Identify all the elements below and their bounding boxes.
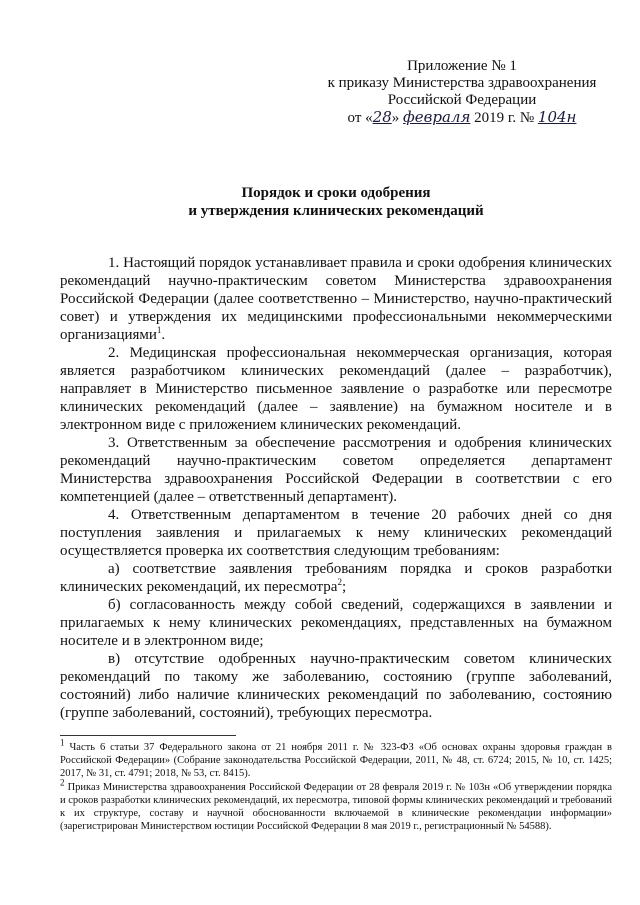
footnote-divider	[60, 735, 236, 736]
appendix-number: Приложение № 1	[407, 58, 517, 74]
appendix-order-ref: к приказу Министерства здравоохранения	[327, 75, 597, 91]
appendix-country: Российской Федерации	[387, 92, 537, 108]
footnote-2: $^2$ Приказ Министерства здравоохранения Российской Федерации от 28 февраля 2019 г. № 103н «Об утверждении порядка и сроков разработки клинических рекомендаций, их пересмотра, типовой формы клинических рекомендаций и требований к их структуре, составу и научной обоснованности включаемой в клинические рекомендации информации» (зарегистрирован Министерством юстиции Российской Федерации 8 мая 2019 г., регистрационный № 54588).	[60, 777, 612, 832]
title-line-1: Порядок и сроки одобрения	[241, 185, 431, 201]
appendix-date-line: от «28» февраля 2019 г. № 104н	[347, 108, 577, 126]
footnote-ref-2: 2	[337, 577, 342, 587]
paragraph-4b: б) согласованность между собой сведений, содержащихся в заявлении и прилагаемых к нему клинических рекомендациях, представленных на бумажном носителе и в электронном виде;	[60, 597, 612, 649]
handwritten-day: 28	[372, 108, 392, 126]
appendix-header	[312, 58, 612, 127]
paragraph-4: 4. Ответственным департаментом в течение 20 рабочих дней со дня поступления заявления и прилагаемых к нему клинических рекомендаций осуществляется проверка их соответствия следующим требованиям:	[60, 507, 612, 559]
footnotes	[60, 737, 612, 834]
footnote-ref-1: 1	[156, 325, 162, 335]
handwritten-order-number: 104н	[537, 108, 577, 126]
footnote-1: $^1$ Часть 6 статьи 37 Федерального закона от 21 ноября 2011 г. № 323-ФЗ «Об основах охраны здоровья граждан в Российской Федерации» (Собрание законодательства Российской Федерации, 2011, № 48, ст. 6724; 2015, № 10, ст. 1425; 2017, № 31, ст. 4791; 2018, № 53, ст. 8415).	[60, 737, 612, 779]
title-line-2: и утверждения клинических рекомендаций	[188, 203, 484, 219]
paragraph-1: 1. Настоящий порядок устанавливает правила и сроки одобрения клинических рекомендаций научно-практическим советом Министерства здравоохранения Российской Федерации (далее соответственно – Министерство, научно-практический совет) и утверждения их медицинскими профессиональными некоммерческими организациями$^1$.	[60, 255, 612, 343]
handwritten-month: февраля	[403, 108, 471, 126]
paragraph-4a: а) соответствие заявления требованиям порядка и сроков разработки клинических рекомендаций, их пересмотра$^2$;	[60, 561, 612, 595]
document-body	[60, 254, 612, 722]
paragraph-3: 3. Ответственным за обеспечение рассмотрения и одобрения клинических рекомендаций научно-практическим советом определяется департамент Министерства здравоохранения Российской Федерации в соответствии с его компетенцией (далее – ответственный департамент).	[60, 435, 612, 505]
paragraph-4c: в) отсутствие одобренных научно-практическим советом клинических рекомендаций по такому же заболеванию, состоянию (группе заболеваний, состояний) либо наличие клинических рекомендаций по заболеванию, состоянию (группе заболеваний, состояний), требующих пересмотра.	[60, 651, 612, 721]
paragraph-2: 2. Медицинская профессиональная некоммерческая организация, которая является разработчиком клинических рекомендаций (далее – разработчик), направляет в Министерство письменное заявление о разработке или пересмотре клинических рекомендаций (далее – заявление) на бумажном носителе и в электронном виде с приложением клинических рекомендаций.	[60, 345, 612, 433]
document-title	[60, 184, 612, 220]
